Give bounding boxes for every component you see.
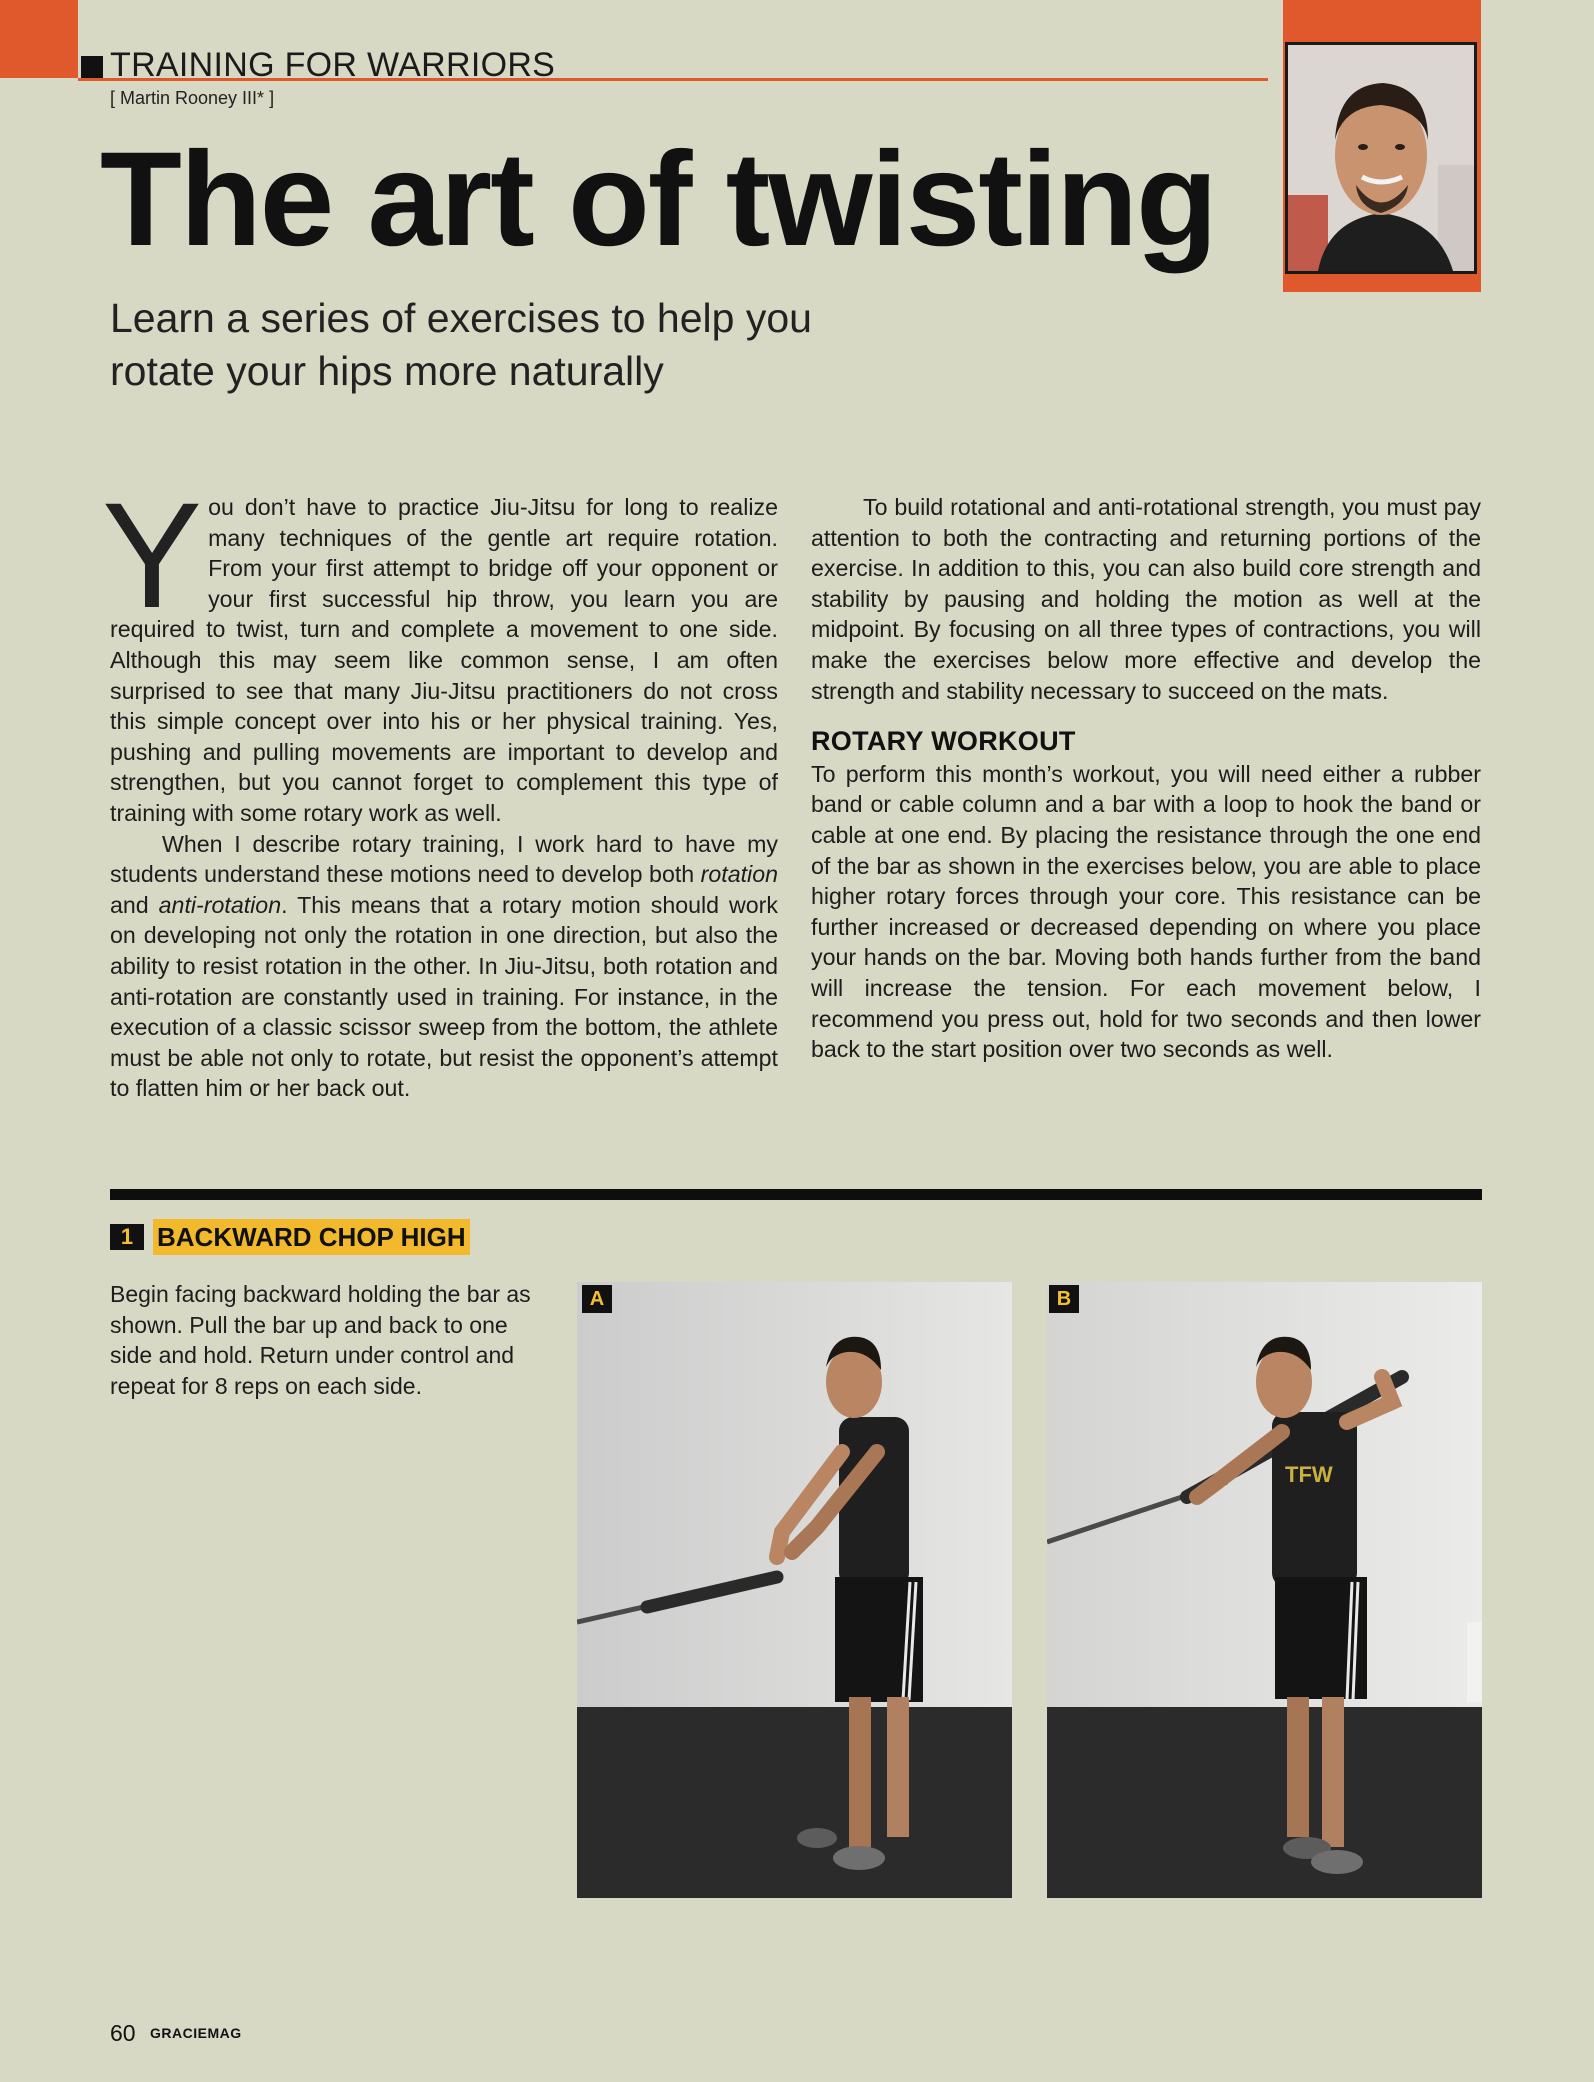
exercise-number-badge: 1: [110, 1224, 144, 1250]
author-byline: [ Martin Rooney III* ]: [110, 88, 275, 108]
workout-paragraph: To perform this month’s workout, you will need either a rubber band or cable column and a bar with a loop to hook the band or cable at one end. By placing the resistance through the one end of the bar as shown in the exercises below, you are able to place higher rotary forces through your core. This resistance can be further increased or decreased depending on where you place your hands on the bar. Moving both hands further from the band will increase the tension. For each movement below, I recommend you press out, hold for two seconds and then lower back to the start position over two seconds as well.: [811, 760, 1481, 1063]
exercise-photo-b: [1047, 1282, 1482, 1898]
author-photo: [1285, 42, 1477, 274]
magazine-name: GRACIEMAG: [150, 2025, 242, 2041]
article-subtitle: Learn a series of exercises to help you rotate your hips more naturally: [110, 295, 812, 394]
exercise-description: Begin facing backward holding the bar as shown. Pull the bar up and back to one side and hold. Return under control and repeat for 8 reps on each side.: [110, 1281, 531, 1399]
photo-label-a: A: [582, 1285, 612, 1313]
rotary-workout-heading: ROTARY WORKOUT: [811, 726, 1076, 757]
emphasis-rotation: rotation: [700, 861, 778, 888]
strength-paragraph: To build rotational and anti-rotational strength, you must pay attention to both the contracting and returning portions of the exercise. In addition to this, you can also build core strength and stability by pausing and holding the motion as well at the midpoint. By focusing on all three types of contractions, you will make the exercises below more effective and develop the strength and stability necessary to succeed on the mats.: [811, 494, 1481, 704]
corner-accent-block: [0, 0, 78, 78]
intro-paragraph: [102, 471, 778, 829]
rotation-paragraph: [110, 829, 778, 1104]
exercise-title: BACKWARD CHOP HIGH: [153, 1219, 470, 1255]
page-number: 60: [110, 2020, 136, 2046]
shirt-logo-text: TFW: [1285, 1462, 1333, 1487]
exercise-divider-rule: [110, 1189, 1482, 1200]
section-label: TRAINING FOR WARRIORS: [110, 46, 556, 84]
intro-text: ou don’t have to practice Jiu-Jitsu for long to realize many techniques of the gentle art require rotation. From your first attempt to bridge off your opponent or your first successful hip throw, you learn you are required to twist, turn and complete a movement to one side. Although this may seem like common sense, I am often surprised to see that many Jiu-Jitsu practitioners do not cross this simple concept over into his or her physical training. Yes, pushing and pulling movements are important to develop and strengthen, but you cannot forget to complement this type of training with some rotary work as well.: [110, 494, 778, 826]
rotation-text-a: When I describe rotary training, I work hard to have my students understand these motions need to develop both: [110, 830, 778, 888]
photo-label-b: B: [1049, 1285, 1079, 1313]
exercise-photo-a: [577, 1282, 1012, 1898]
article-column-left: [102, 471, 778, 1104]
section-marker-square: [81, 56, 103, 78]
rotation-text-c: . This means that a rotary motion should work on developing not only the rotation in one direction, but also the ability to resist rotation in the other. In Jiu-Jitsu, both rotation and anti-rotation are constantly used in training. For instance, in the execution of a classic scissor sweep from the bottom, the athlete must be able not only to rotate, but resist the opponent’s attempt to flatten him or her back out.: [110, 891, 778, 1102]
article-title: The art of twisting: [100, 125, 1216, 274]
article-column-right: [811, 492, 1481, 1065]
drop-cap: Y: [102, 471, 203, 639]
rotation-text-b: and: [110, 891, 159, 918]
emphasis-anti-rotation: anti-rotation: [158, 891, 282, 918]
